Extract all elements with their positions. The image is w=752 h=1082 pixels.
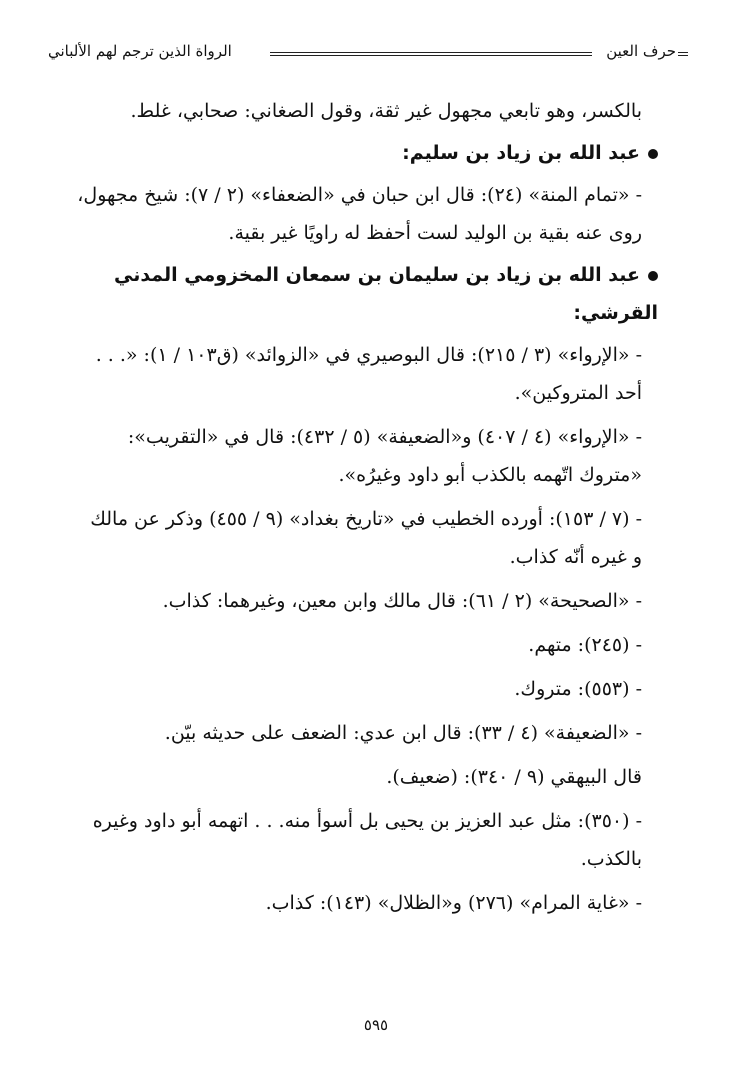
continuation-paragraph: بالكسر، وهو تابعي مجهول غير ثقة، وقول الصغاني: صحابي، غلط. [130, 100, 642, 122]
citation-line: - (٢٤٥): متهم. [528, 634, 642, 656]
page-body [76, 92, 658, 922]
page-number: ٥٩٥ [363, 1016, 389, 1034]
citation-line: - «الصحيحة» (٢ / ٦١): قال مالك وابن معين، وغيرهما: كذاب. [162, 590, 642, 612]
citation-line: - «الإرواء» (٣ / ٢١٥): قال البوصيري في «الزوائد» (ق١٠٣ / ١): «. . . أحد المتروكين». [95, 344, 642, 404]
citation-line: - «الضعيفة» (٤ / ٣٣): قال ابن عدي: الضعف على حديثه بيّن. [164, 722, 642, 744]
chapter-title: حرف العين [606, 42, 676, 60]
citation-line: - (٥٥٣): متروك. [514, 678, 642, 700]
citation-line: قال البيهقي (٩ / ٣٤٠): (ضعيف). [386, 766, 642, 788]
bullet-icon [648, 149, 658, 159]
header-rule-right [678, 52, 688, 56]
book-title: الرواة الذين ترجم لهم الألباني [48, 42, 232, 60]
running-header [48, 40, 688, 70]
narrator-name: عبد الله بن زياد بن سليمان بن سمعان المخزومي المدني القرشي: [113, 264, 658, 324]
entry-heading [76, 256, 658, 332]
citation-line: - «الإرواء» (٤ / ٤٠٧) و«الضعيفة» (٥ / ٤٣٢): قال في «التقريب»: «متروك اتّهمه بالكذب أبو داود وغيرُه». [127, 426, 642, 486]
citation-line: - (٣٥٠): مثل عبد العزيز بن يحيى بل أسوأ منه. . . اتهمه أبو داود وغيره بالكذب. [92, 810, 642, 870]
citation-line: - «غاية المرام» (٢٧٦) و«الظلال» (١٤٣): كذاب. [265, 892, 642, 914]
citation-line: - «تمام المنة» (٢٤): قال ابن حبان في «الضعفاء» (٢ / ٧): شيخ مجهول، روى عنه بقية بن الوليد لست أحفظ له راويًا غير بقية. [77, 184, 642, 244]
header-rule-middle [270, 52, 592, 56]
narrator-name: عبد الله بن زياد بن سليم: [402, 142, 640, 164]
citation-line: - (٧ / ١٥٣): أورده الخطيب في «تاريخ بغداد» (٩ / ٤٥٥) وذكر عن مالك و غيره أنّه كذاب. [90, 508, 642, 568]
entry-heading [76, 134, 658, 172]
bullet-icon [648, 271, 658, 281]
